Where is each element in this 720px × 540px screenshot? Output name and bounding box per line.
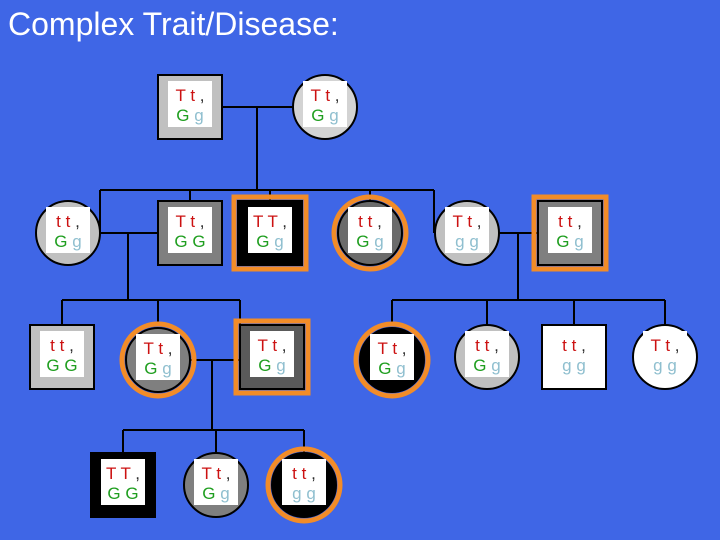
genotype-g-alleles: G g	[256, 232, 284, 251]
genotype-t-alleles: T t ,	[175, 86, 205, 105]
genotype-g-alleles: G g	[378, 359, 406, 378]
genotype-t-alleles: t t ,	[292, 464, 316, 483]
genotype-g-alleles: G g	[258, 356, 286, 375]
genotype-g-alleles: G g	[176, 106, 204, 125]
pedigree-symbols	[30, 75, 697, 521]
pedigree-individual-gen4-m2	[184, 453, 248, 517]
genotype-t-alleles: T t ,	[377, 339, 407, 358]
genotype-t-alleles: T t ,	[175, 212, 205, 231]
pedigree-individual-gen3-m1	[30, 325, 94, 389]
genotype-t-alleles: T T ,	[105, 464, 141, 483]
genotype-t-alleles: t t ,	[562, 336, 586, 355]
genotype-t-alleles: T t ,	[257, 336, 287, 355]
genotype-t-alleles: T t ,	[452, 212, 482, 231]
pedigree-individual-gen4-m1	[91, 453, 155, 517]
pedigree-individual-gen2-m2	[158, 201, 222, 265]
genotype-g-alleles: G g	[473, 356, 501, 375]
genotype-g-alleles: G g	[202, 484, 230, 503]
genotype-t-alleles: t t ,	[558, 212, 582, 231]
pedigree-individual-gen3-m5	[455, 325, 519, 389]
genotype-g-alleles: G g	[311, 106, 339, 125]
genotype-g-alleles: G G	[174, 232, 206, 251]
pedigree-individual-gen2-m4	[334, 197, 406, 269]
genotype-t-alleles: T t ,	[310, 86, 340, 105]
genotype-g-alleles: g g	[562, 356, 586, 375]
genotype-t-alleles: T t ,	[650, 336, 680, 355]
genotype-g-alleles: G g	[356, 232, 384, 251]
genotype-g-alleles: G g	[54, 232, 82, 251]
genotype-g-alleles: g g	[292, 484, 316, 503]
pedigree-individual-gen2-m1	[36, 201, 100, 265]
genotype-g-alleles: g g	[455, 232, 479, 251]
pedigree-lines	[62, 107, 665, 453]
genotype-g-alleles: G G	[46, 356, 78, 375]
pedigree-individual-gen4-m3	[268, 449, 340, 521]
pedigree-individual-gen3-m2	[122, 324, 194, 396]
pedigree-individual-gen3-m3	[236, 321, 308, 393]
pedigree-individual-gen2-m6	[534, 197, 606, 269]
genotype-g-alleles: g g	[653, 356, 677, 375]
pedigree-individual-gen2-m5	[435, 201, 499, 265]
pedigree-individual-gen3-m6	[542, 325, 606, 389]
slide-title: Complex Trait/Disease:	[8, 6, 339, 42]
pedigree-individual-gen3-m4	[356, 324, 428, 396]
genotype-t-alleles: t t ,	[358, 212, 382, 231]
pedigree-individual-gen2-m3	[234, 197, 306, 269]
genotype-g-alleles: G g	[556, 232, 584, 251]
genotype-t-alleles: t t ,	[50, 336, 74, 355]
pedigree-individual-gen1-mother	[293, 75, 357, 139]
genotype-g-alleles: G G	[107, 484, 139, 503]
genotype-t-alleles: t t ,	[56, 212, 80, 231]
pedigree-individual-gen1-father	[158, 75, 222, 139]
genotype-t-alleles: T t ,	[201, 464, 231, 483]
genotype-t-alleles: T t ,	[143, 339, 173, 358]
genotype-g-alleles: G g	[144, 359, 172, 378]
pedigree-individual-gen3-m7	[633, 325, 697, 389]
genotype-t-alleles: T T ,	[252, 212, 288, 231]
genotype-t-alleles: t t ,	[475, 336, 499, 355]
